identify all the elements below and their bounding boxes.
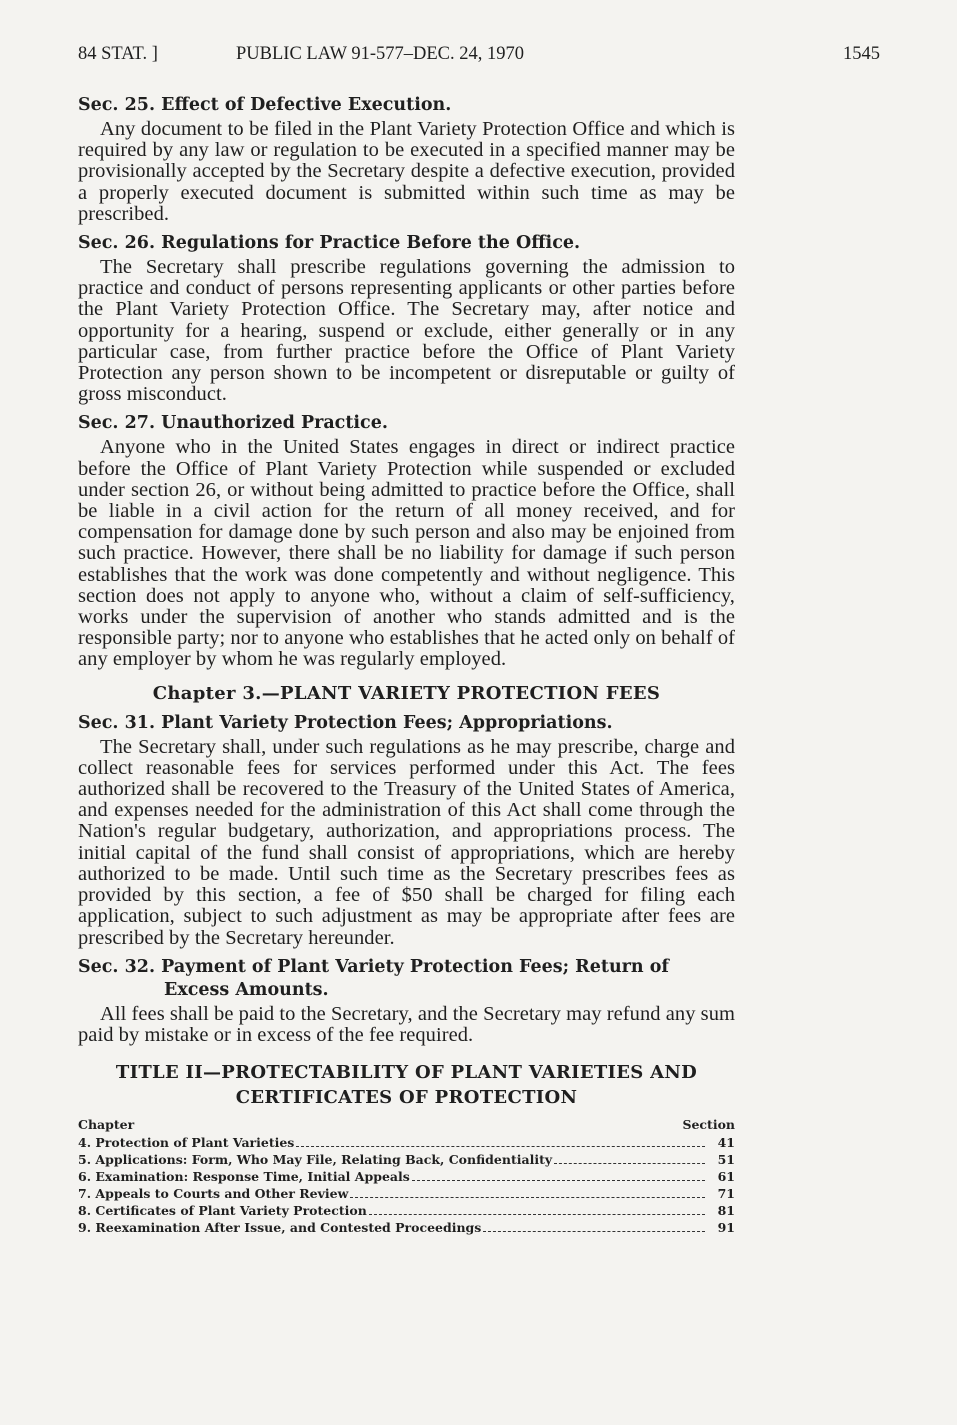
toc-row bbox=[78, 1168, 735, 1185]
toc-row-label: 6. Examination: Response Time, Initial Appeals bbox=[78, 1169, 410, 1185]
section-26-text: The Secretary shall prescribe regulations governing the admission to practice and conduct of persons representing applicants or other parties before the Plant Variety Protection Office. The Secretary may, after notice and opportunity for a hearing, suspend or exclude, either generally or in any particular case, from further practice before the Office of Plant Variety Protection any person shown to be incompetent or disreputable or guilty of gross misconduct. bbox=[78, 256, 735, 406]
law-title: PUBLIC LAW 91-577–DEC. 24, 1970 bbox=[236, 44, 525, 64]
toc-row bbox=[78, 1151, 735, 1168]
page-body bbox=[78, 94, 735, 1236]
toc-leader bbox=[369, 1213, 705, 1215]
section-32-heading: Sec. 32. Payment of Plant Variety Protection Fees; Return of Excess Amounts. bbox=[78, 956, 669, 1000]
toc-row bbox=[78, 1219, 735, 1236]
section-25-heading: Sec. 25. Effect of Defective Execution. bbox=[78, 95, 452, 115]
toc-row-section: 41 bbox=[717, 1135, 735, 1151]
toc-row-section: 81 bbox=[717, 1203, 735, 1219]
toc-row bbox=[78, 1185, 735, 1202]
title-ii-line-2: CERTIFICATES OF PROTECTION bbox=[235, 1087, 578, 1109]
toc-row bbox=[78, 1202, 735, 1219]
toc-leader bbox=[483, 1230, 705, 1232]
toc-row-label: 7. Appeals to Courts and Other Review bbox=[78, 1186, 349, 1202]
section-32-text: All fees shall be paid to the Secretary, and the Secretary may refund any sum paid by mistake or in excess of the fee required. bbox=[78, 1002, 735, 1046]
section-25-text: Any document to be filed in the Plant Variety Protection Office and which is required by any law or regulation to be executed in a specified manner may be provisionally accepted by the Secretary despite a defective execution, provided a properly executed document is submitted within such time as may be prescribed. bbox=[78, 118, 735, 225]
toc-row-label: 5. Applications: Form, Who May File, Relating Back, Confidentiality bbox=[78, 1152, 553, 1168]
toc-row-section: 91 bbox=[717, 1220, 735, 1236]
section-27-heading: Sec. 27. Unauthorized Practice. bbox=[78, 413, 388, 434]
toc-row-section: 51 bbox=[717, 1152, 735, 1168]
statute-reference: 84 STAT. ] bbox=[78, 44, 158, 64]
toc-row bbox=[78, 1134, 735, 1151]
title-ii-heading bbox=[78, 1060, 735, 1110]
toc-row-section: 61 bbox=[717, 1169, 735, 1185]
toc-section-column: Section bbox=[682, 1117, 735, 1133]
toc-row-label: 4. Protection of Plant Varieties bbox=[78, 1135, 295, 1151]
section-31-text: The Secretary shall, under such regulations as he may prescribe, charge and collect reasonable fees for services performed under this Act. The fees authorized shall be recovered to the Treasury of the United States of America, and expenses needed for the administration of this Act shall come through the Nation's regular budgetary, authorization, and appropriations process. The initial capital of the fund shall consist of appropriations, which are hereby authorized to be made. Until such time as the Secretary prescribes fees as provided by this section, a fee of $50 shall be charged for filing each application, subject to such adjustment as may be appropriate after fees are prescribed by the Secretary hereunder. bbox=[78, 735, 735, 949]
section-27-text: Anyone who in the United States engages in direct or indirect practice before the Office of Plant Variety Protection while suspended or excluded under section 26, or without being admitted to practice before the Office, shall be liable in a civil action for the return of all money received, and for compensation for damage done by such person and also may be enjoined from such practice. However, there shall be no liability for damage if such person establishes that the work was done competently and without negligence. This section does not apply to anyone who, without a claim of self-sufficiency, works under the supervision of another who stands admitted and is the responsible party; nor to anyone who establishes that he acted only on behalf of any employer by whom he was regularly employed. bbox=[78, 436, 735, 671]
toc-chapter-column: Chapter bbox=[78, 1117, 135, 1133]
section-31-heading: Sec. 31. Plant Variety Protection Fees; Appropriations. bbox=[78, 712, 613, 733]
running-header bbox=[78, 44, 880, 65]
toc-leader bbox=[350, 1196, 705, 1198]
toc-row-section: 71 bbox=[717, 1186, 735, 1202]
toc-row-label: 8. Certificates of Plant Variety Protection bbox=[78, 1203, 367, 1219]
toc-row-label: 9. Reexamination After Issue, and Contested Proceedings bbox=[78, 1220, 482, 1236]
section-26-heading: Sec. 26. Regulations for Practice Before the Office. bbox=[78, 233, 581, 254]
toc-leader bbox=[412, 1179, 705, 1181]
toc-leader bbox=[554, 1162, 705, 1164]
toc-leader bbox=[296, 1145, 705, 1147]
page-number: 1545 bbox=[843, 44, 880, 64]
chapter-3-title: Chapter 3.—PLANT VARIETY PROTECTION FEES bbox=[152, 682, 661, 704]
toc-header bbox=[78, 1116, 735, 1134]
title-ii-line-1: TITLE II—PROTECTABILITY OF PLANT VARIETIES AND bbox=[115, 1062, 698, 1084]
table-of-contents bbox=[78, 1116, 735, 1236]
